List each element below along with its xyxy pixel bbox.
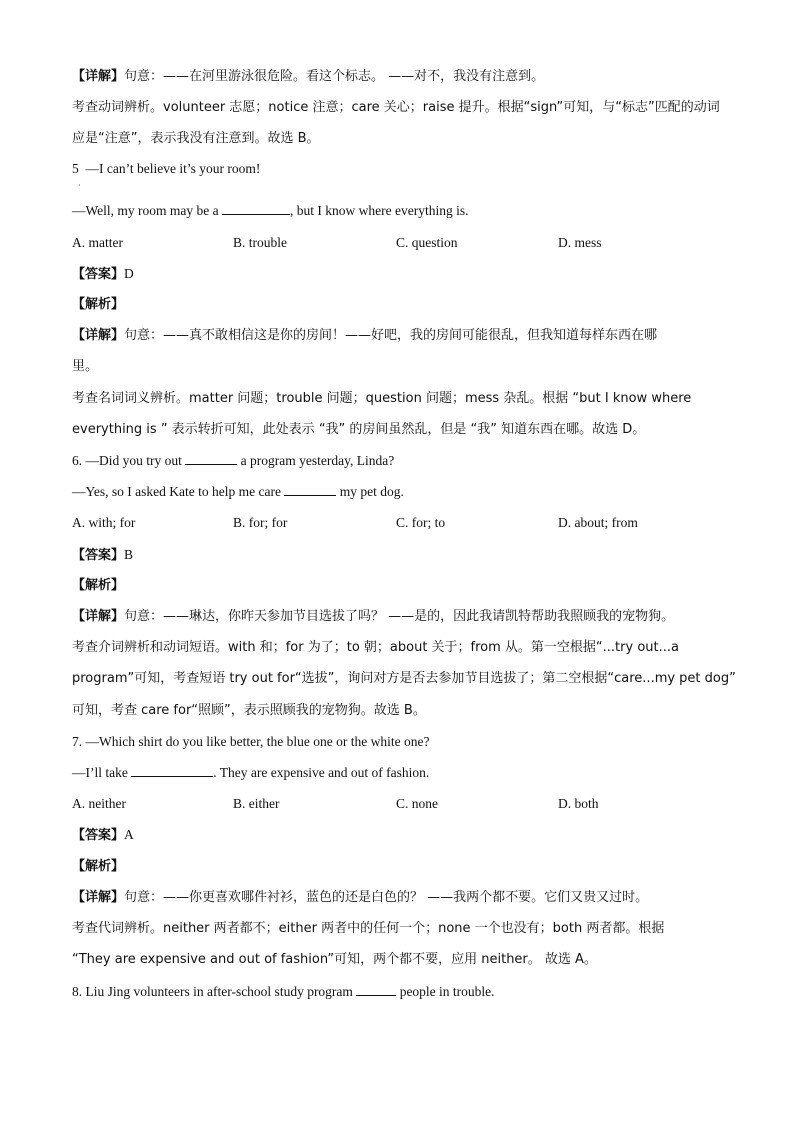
question-text: —I can’t believe it’s your room! (85, 161, 261, 176)
q7-detail-line-3: “They are expensive and out of fashion”可知，两个都不要，应用 neither。 故选 A。 (72, 952, 597, 967)
question-text: , but I know where everything is. (290, 203, 469, 218)
answer-blank (185, 452, 237, 465)
q4-detail-line-2: 考查动词辨析。volunteer 志愿；notice 注意；care 关心；raise 提升。根据“sign”可知，与“标志”匹配的动词 (72, 100, 720, 115)
detail-text: 句意：——真不敢相信这是你的房间！——好吧，我的房间可能很乱，但我知道每样东西在哪 (124, 328, 658, 343)
detail-text: 句意：——你更喜欢哪件衬衫，蓝色的还是白色的？ ——我两个都不要。它们又贵又过时。 (124, 890, 649, 905)
q6-detail-line-3: program”可知，考查短语 try out for“选拔”，询问对方是否去参加节目选拔了；第二空根据“care...my pet dog” (72, 671, 736, 686)
answer-value: A (124, 827, 134, 842)
question-text: —Yes, so I asked Kate to help me care (72, 484, 281, 499)
detail-tag: 【详解】 (72, 609, 125, 624)
q7-detail-line-2: 考查代词辨析。neither 两者都不；either 两者中的任何一个；none 一个也没有；both 两者都。根据 (72, 921, 665, 936)
q5-line-2 (72, 202, 468, 220)
answer-value: B (124, 547, 134, 562)
q6-detail-line-1 (72, 608, 674, 626)
q5-analysis-label: 【解析】 (72, 297, 125, 312)
answer-label: 【答案】 (72, 267, 125, 282)
q4-detail-line-1 (72, 68, 544, 86)
detail-tag: 【详解】 (72, 328, 125, 343)
q6-option-d: D. about; from (558, 515, 638, 530)
answer-blank (131, 764, 213, 777)
question-text: —Well, my room may be a (72, 203, 219, 218)
answer-label: 【答案】 (72, 548, 125, 563)
q5-option-d: D. mess (558, 235, 602, 250)
q6-detail-line-2: 考查介词辨析和动词短语。with 和；for 为了；to 朝；about 关于；from 从。第一空根据“...try out...a (72, 640, 679, 655)
q6-detail-line-4: 可知，考查 care for“照顾”，表示照顾我的宠物狗。故选 B。 (72, 703, 426, 718)
q6-line-2 (72, 483, 404, 501)
q7-analysis-label: 【解析】 (72, 859, 125, 874)
q7-detail-line-1 (72, 889, 648, 907)
q7-line-2 (72, 764, 429, 782)
answer-label: 【答案】 (72, 828, 125, 843)
detail-text: 句意：——在河里游泳很危险。看这个标志。 ——对不，我没有注意到。 (124, 69, 545, 84)
answer-blank (356, 983, 396, 996)
detail-tag: 【详解】 (72, 69, 125, 84)
question-text: . They are expensive and out of fashion. (213, 765, 430, 780)
q5-option-a: A. matter (72, 235, 123, 250)
question-text: my pet dog. (339, 484, 404, 499)
question-text: 6. —Did you try out (72, 453, 182, 468)
question-text: 8. Liu Jing volunteers in after-school study program (72, 984, 353, 999)
q5-detail-line-1 (72, 327, 657, 345)
answer-blank (222, 202, 290, 215)
q5-detail-line-3: 考查名词词义辨析。matter 问题；trouble 问题；question 问题；mess 杂乱。根据 “but I know where (72, 391, 692, 406)
q6-option-c: C. for; to (396, 515, 446, 530)
q7-option-c: C. none (396, 796, 438, 811)
q7-option-b: B. either (233, 796, 280, 811)
answer-value: D (124, 266, 134, 281)
q7-option-d: D. both (558, 796, 599, 811)
question-text: —I’ll take (72, 765, 128, 780)
q5-answer (72, 265, 134, 284)
q7-line-1: 7. —Which shirt do you like better, the blue one or the white one? (72, 734, 430, 749)
q6-line-1 (72, 452, 394, 470)
q5-detail-line-4: everything is ” 表示转折可知，此处表示 “我” 的房间虽然乱，但是 “我” 知道东西在哪。故选 D。 (72, 422, 646, 437)
question-text: people in trouble. (399, 984, 495, 999)
q8-line-1 (72, 983, 495, 1001)
q4-detail-line-3: 应是“注意”，表示我没有注意到。故选 B。 (72, 131, 320, 146)
question-text: a program yesterday, Linda? (240, 453, 395, 468)
q6-answer (72, 546, 133, 565)
question-number: 5 (72, 161, 79, 176)
q6-analysis-label: 【解析】 (72, 578, 125, 593)
answer-blank (284, 483, 336, 496)
q5-detail-line-2: 里。 (72, 359, 99, 374)
q7-answer (72, 826, 134, 845)
q6-option-a: A. with; for (72, 515, 136, 530)
q6-option-b: B. for; for (233, 515, 288, 530)
detail-tag: 【详解】 (72, 890, 125, 905)
q7-option-a: A. neither (72, 796, 126, 811)
q5-line-1 (72, 160, 260, 178)
q5-option-c: C. question (396, 235, 458, 250)
detail-text: 句意：——琳达，你昨天参加节目选拔了吗？ ——是的，因此我请凯特帮助我照顾我的宠物狗。 (124, 609, 675, 624)
q5-option-b: B. trouble (233, 235, 287, 250)
q5-dot: · (78, 181, 81, 190)
